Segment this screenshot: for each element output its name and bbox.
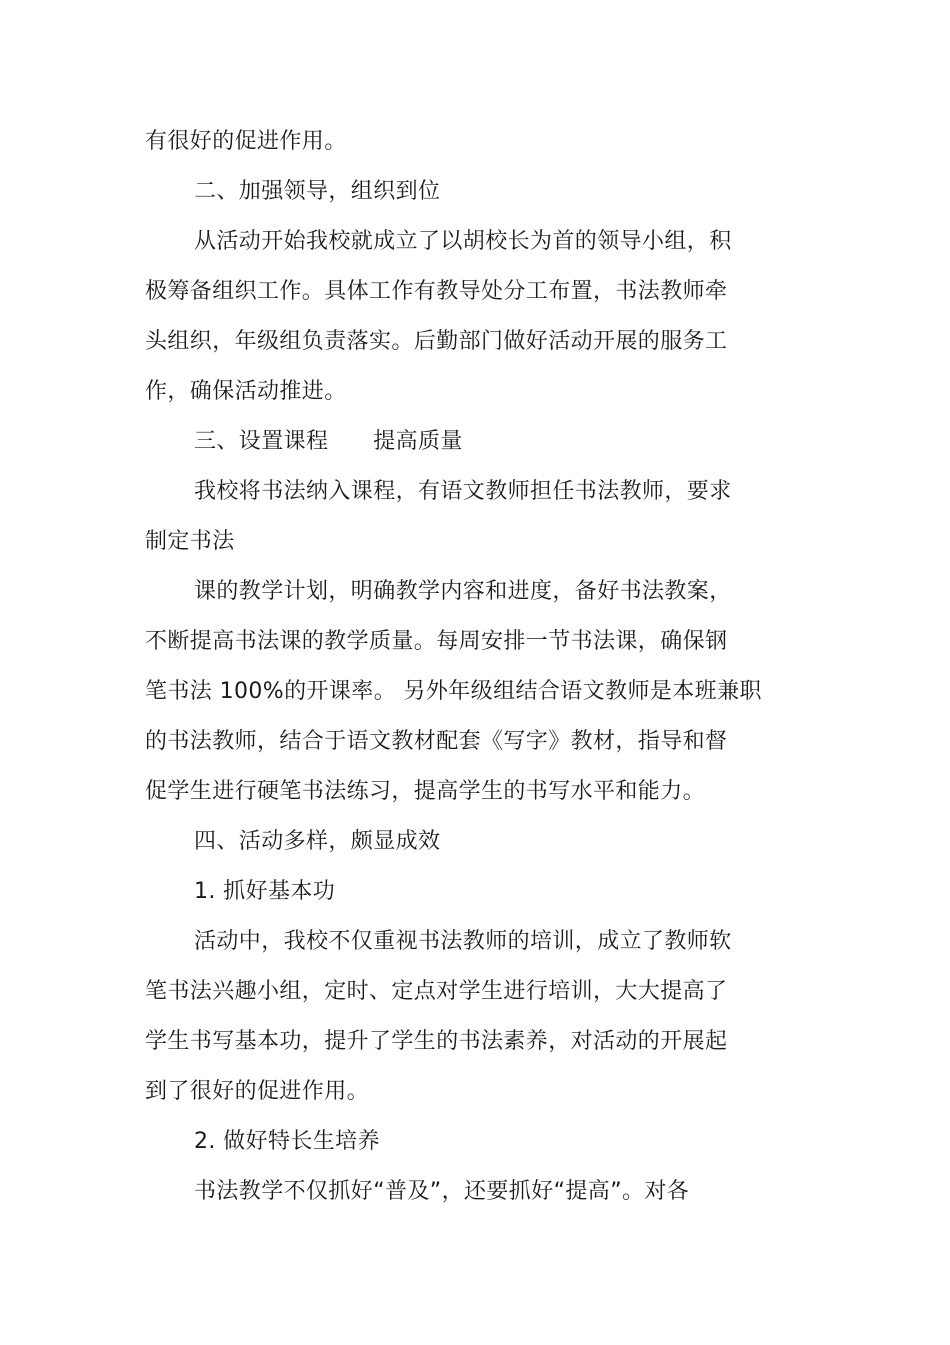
text-line: 促学生进行硬笔书法练习，提高学生的书写水平和能力。 — [145, 779, 706, 804]
text-line: 头组织，年级组负责落实。后勤部门做好活动开展的服务工 — [145, 329, 728, 354]
text-line: 活动中，我校不仅重视书法教师的培训，成立了教师软 — [194, 929, 732, 954]
text-line: 我校将书法纳入课程，有语文教师担任书法教师，要求 — [194, 479, 732, 504]
text-line: 从活动开始我校就成立了以胡校长为首的领导小组，积 — [194, 229, 732, 254]
subsection-heading: 2. 做好特长生培养 — [194, 1129, 380, 1154]
text-line: 有很好的促进作用。 — [145, 129, 347, 154]
subsection-heading: 1. 抓好基本功 — [194, 879, 336, 904]
text-line: 的书法教师，结合于语文教材配套《写字》教材，指导和督 — [145, 729, 728, 754]
text-line: 笔书法 100%的开课率。 另外年级组结合语文教师是本班兼职 — [145, 679, 762, 704]
text-line: 到了很好的促进作用。 — [145, 1079, 370, 1104]
text-line: 极筹备组织工作。具体工作有教导处分工布置，书法教师牵 — [145, 279, 728, 304]
section-heading: 二、加强领导，组织到位 — [194, 179, 441, 204]
text-line: 学生书写基本功，提升了学生的书法素养，对活动的开展起 — [145, 1029, 728, 1054]
section-heading: 四、活动多样，颇显成效 — [194, 829, 441, 854]
text-line: 作，确保活动推进。 — [145, 379, 347, 404]
text-line: 制定书法 — [145, 529, 235, 554]
text-line: 不断提高书法课的教学质量。每周安排一节书法课，确保钢 — [145, 629, 728, 654]
text-line: 课的教学计划，明确教学内容和进度，备好书法教案， — [194, 579, 732, 604]
section-heading: 三、设置课程 提高质量 — [194, 429, 463, 454]
text-line: 书法教学不仅抓好“普及”，还要抓好“提高”。对各 — [194, 1179, 690, 1204]
text-line: 笔书法兴趣小组，定时、定点对学生进行培训，大大提高了 — [145, 979, 728, 1004]
